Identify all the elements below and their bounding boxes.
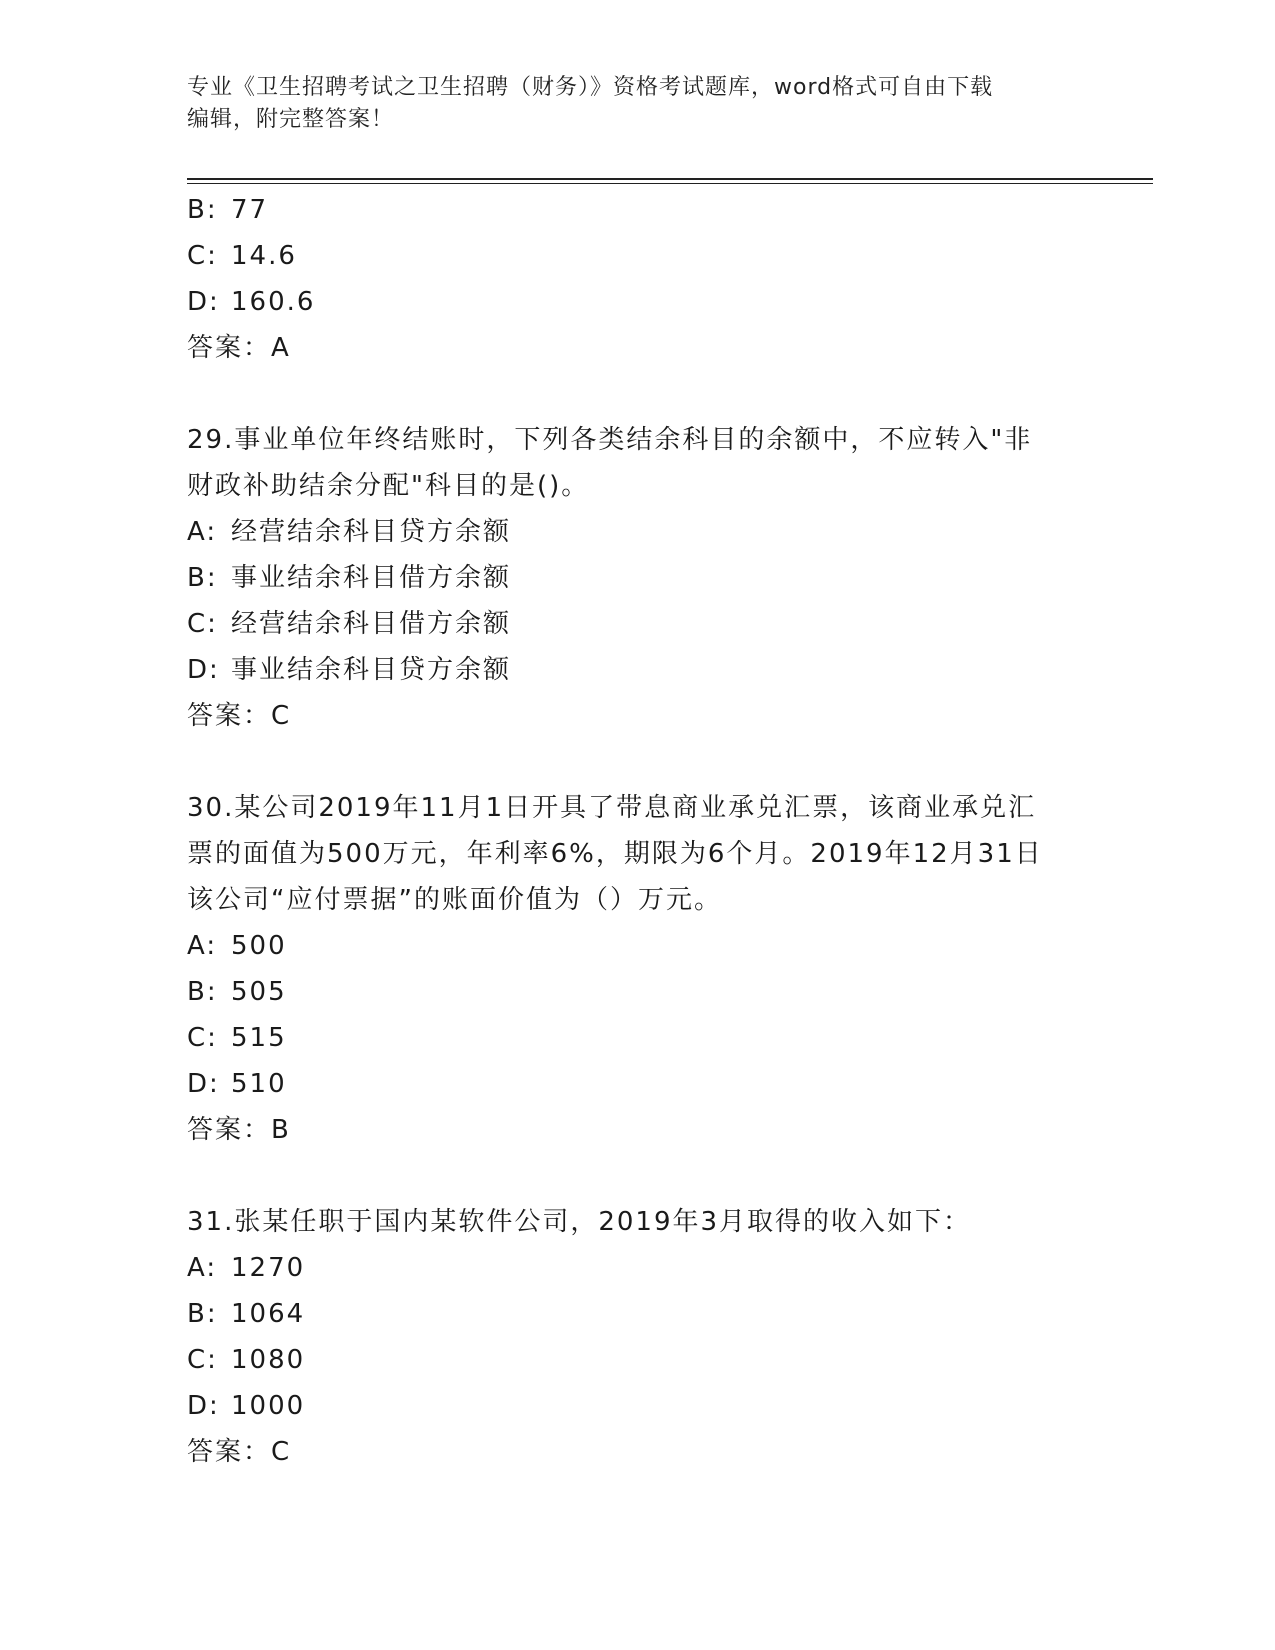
question-stem-line: 29.事业单位年终结账时，下列各类结余科目的余额中，不应转入"非 [187, 425, 1033, 455]
option-b: B: 事业结余科目借方余额 [187, 563, 512, 593]
answer: 答案：B [187, 1115, 291, 1145]
option-d: D: 事业结余科目贷方余额 [187, 655, 512, 685]
header-line-2: 编辑，附完整答案！ [187, 107, 395, 132]
question-stem-line: 30.某公司2019年11月1日开具了带息商业承兑汇票，该商业承兑汇 [187, 793, 1037, 823]
option-c: C: 经营结余科目借方余额 [187, 609, 512, 639]
option-d: D: 510 [187, 1069, 287, 1099]
question-30 [187, 785, 1087, 1153]
option-a: A: 经营结余科目贷方余额 [187, 517, 512, 547]
option-b: B: 505 [187, 977, 287, 1007]
option-c: C: 14.6 [187, 241, 297, 271]
answer: 答案：C [187, 1437, 292, 1467]
header-rule-thick [187, 178, 1153, 180]
option-b: B: 1064 [187, 1299, 306, 1329]
option-d: D: 160.6 [187, 287, 316, 317]
header-rule-thin [187, 183, 1153, 184]
answer: 答案：A [187, 333, 291, 363]
option-a: A: 1270 [187, 1253, 306, 1283]
page-header [187, 72, 1067, 136]
option-b: B: 77 [187, 195, 269, 225]
question-28 [187, 187, 1087, 371]
option-c: C: 1080 [187, 1345, 306, 1375]
question-stem-line: 该公司“应付票据”的账面价值为（）万元。 [187, 885, 722, 915]
question-stem-line: 票的面值为500万元，年利率6%，期限为6个月。2019年12月31日 [187, 839, 1043, 869]
question-stem-line: 31.张某任职于国内某软件公司，2019年3月取得的收入如下： [187, 1207, 972, 1237]
option-a: A: 500 [187, 931, 287, 961]
question-29 [187, 417, 1087, 739]
option-c: C: 515 [187, 1023, 287, 1053]
option-d: D: 1000 [187, 1391, 306, 1421]
question-31 [187, 1199, 1087, 1475]
answer: 答案：C [187, 701, 292, 731]
question-list [187, 187, 1087, 1475]
question-stem-line: 财政补助结余分配"科目的是()。 [187, 471, 590, 501]
header-line-1: 专业《卫生招聘考试之卫生招聘（财务）》资格考试题库，word格式可自由下载 [187, 75, 994, 100]
